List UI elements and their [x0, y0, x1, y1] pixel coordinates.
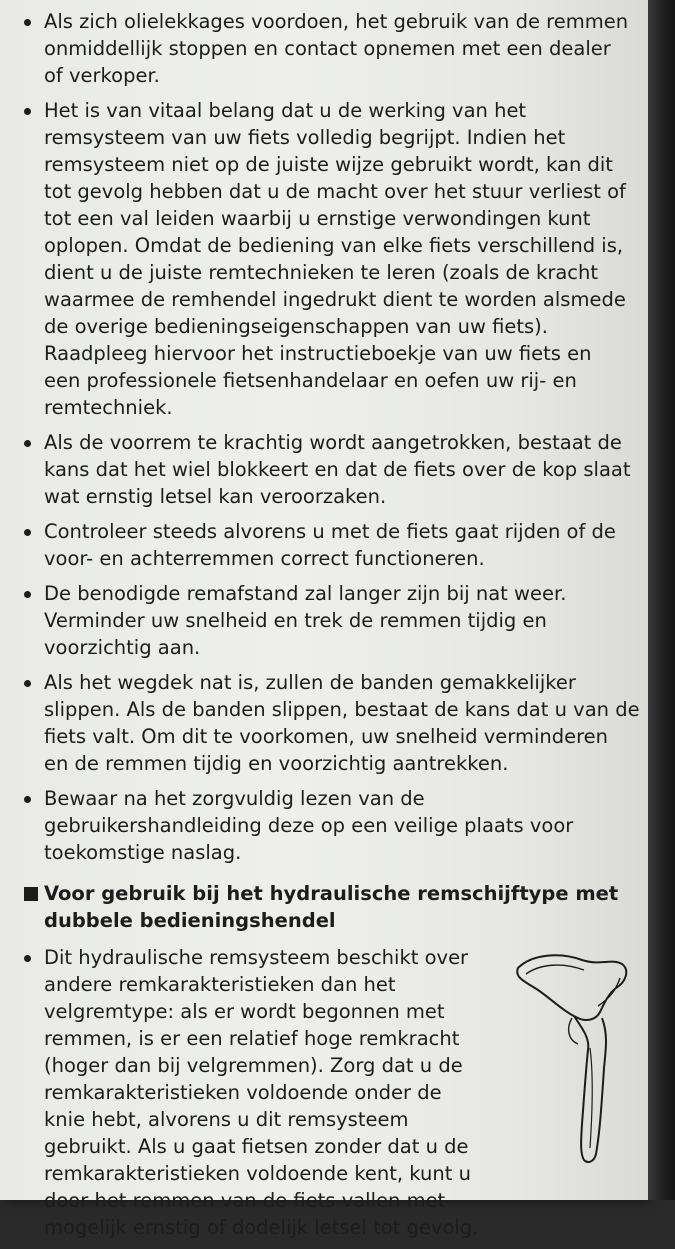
text-line: dient u de juiste remtechnieken te leren (zoals de kracht	[44, 261, 599, 284]
text-line: waarmee de remhendel ingedrukt dient te worden alsmede	[44, 288, 626, 311]
text-line: (hoger dan bij velgremmen). Zorg dat u de	[44, 1054, 463, 1077]
bullet-wet-road	[22, 669, 648, 777]
bullet-check-brakes	[22, 518, 648, 572]
bullet-front-brake	[22, 429, 648, 510]
text-line: toekomstige naslag.	[44, 841, 242, 864]
text-line: de overige bedieningseigenschappen van uw fiets).	[44, 315, 548, 338]
text-line: De benodigde remafstand zal langer zijn bij nat weer.	[44, 582, 567, 605]
text-line: Als zich olielekkages voordoen, het gebruik van de remmen	[44, 10, 629, 33]
text-line: Raadpleeg hiervoor het instructieboekje van uw fiets en	[44, 342, 592, 365]
text-line: onmiddellijk stoppen en contact opnemen met een dealer	[44, 37, 611, 60]
text-line: Als de voorrem te krachtig wordt aangetrokken, bestaat de	[44, 431, 622, 454]
text-line: remsysteem niet op de juiste wijze gebruikt wordt, kan dit	[44, 153, 613, 176]
text-line: een professionele fietsenhandelaar en oefen uw rij- en	[44, 369, 577, 392]
text-line: Bewaar na het zorgvuldig lezen van de	[44, 787, 425, 810]
text-line: andere remkarakteristieken dan het	[44, 973, 396, 996]
text-line: remtechniek.	[44, 396, 173, 419]
brake-lever-illustration	[512, 948, 632, 1168]
text-line: remsysteem van uw fiets volledig begrijpt. Indien het	[44, 126, 566, 149]
text-line: tot een val leiden waarbij u ernstige verwondingen kunt	[44, 207, 591, 230]
text-line: gebruikershandleiding deze op een veilige plaats voor	[44, 814, 574, 837]
text-line: oplopen. Omdat de bediening van elke fiets verschillend is,	[44, 234, 624, 257]
bullet-wet-weather	[22, 580, 648, 661]
text-line: of verkoper.	[44, 64, 160, 87]
bullet-dot	[24, 796, 31, 803]
text-line: knie hebt, alvorens u dit remsysteem	[44, 1108, 409, 1131]
text-line: remkarakteristieken voldoende kent, kunt u	[44, 1162, 471, 1185]
text-line: voor- en achterremmen correct functioneren.	[44, 547, 485, 570]
bullet-dot	[24, 529, 31, 536]
bullet-dot	[24, 440, 31, 447]
text-line: voorzichtig aan.	[44, 636, 201, 659]
text-line: gebruikt. Als u gaat fietsen zonder dat u de	[44, 1135, 469, 1158]
text-line: velgremtype: als er wordt begonnen met	[44, 1000, 445, 1023]
text-line: fiets valt. Om dit te voorkomen, uw snelheid verminderen	[44, 725, 609, 748]
bullet-dot	[24, 108, 31, 115]
bullet-understand-brakes	[22, 97, 648, 421]
text-line: Als het wegdek nat is, zullen de banden gemakkelijker	[44, 671, 576, 694]
bullet-keep-manual	[22, 785, 648, 866]
text-line: slippen. Als de banden slippen, bestaat de kans dat u van de	[44, 698, 640, 721]
text-line: mogelijk ernstig of dodelijk letsel tot gevolg.	[44, 1216, 479, 1239]
text-line: tot gevolg hebben dat u de macht over het stuur verliest of	[44, 180, 626, 203]
text-line: en de remmen tijdig en voorzichtig aantrekken.	[44, 752, 509, 775]
text-line: remmen, is er een relatief hoge remkracht	[44, 1027, 460, 1050]
bullet-dot	[24, 591, 31, 598]
section-heading	[22, 880, 648, 934]
text-line: door het remmen van de fiets vallen met	[44, 1189, 446, 1212]
text-line: Controleer steeds alvorens u met de fiets gaat rijden of de	[44, 520, 616, 543]
bullet-oil-leakage	[22, 8, 648, 89]
bullet-dot	[24, 680, 31, 687]
text-line: wat ernstig letsel kan veroorzaken.	[44, 485, 387, 508]
paper-edge-shadow	[648, 0, 675, 1200]
text-line: Verminder uw snelheid en trek de remmen tijdig en	[44, 609, 547, 632]
text-line: Het is van vitaal belang dat u de werking van het	[44, 99, 527, 122]
heading-square-marker	[24, 887, 38, 901]
text-line: kans dat het wiel blokkeert en dat de fiets over de kop slaat	[44, 458, 631, 481]
heading-line: dubbele bedieningshendel	[44, 909, 336, 932]
text-line: Dit hydraulische remsysteem beschikt over	[44, 946, 469, 969]
bullet-dot	[24, 955, 31, 962]
text-line: remkarakteristieken voldoende onder de	[44, 1081, 442, 1104]
heading-line: Voor gebruik bij het hydraulische remschijftype met	[44, 882, 619, 905]
bullet-dot	[24, 19, 31, 26]
